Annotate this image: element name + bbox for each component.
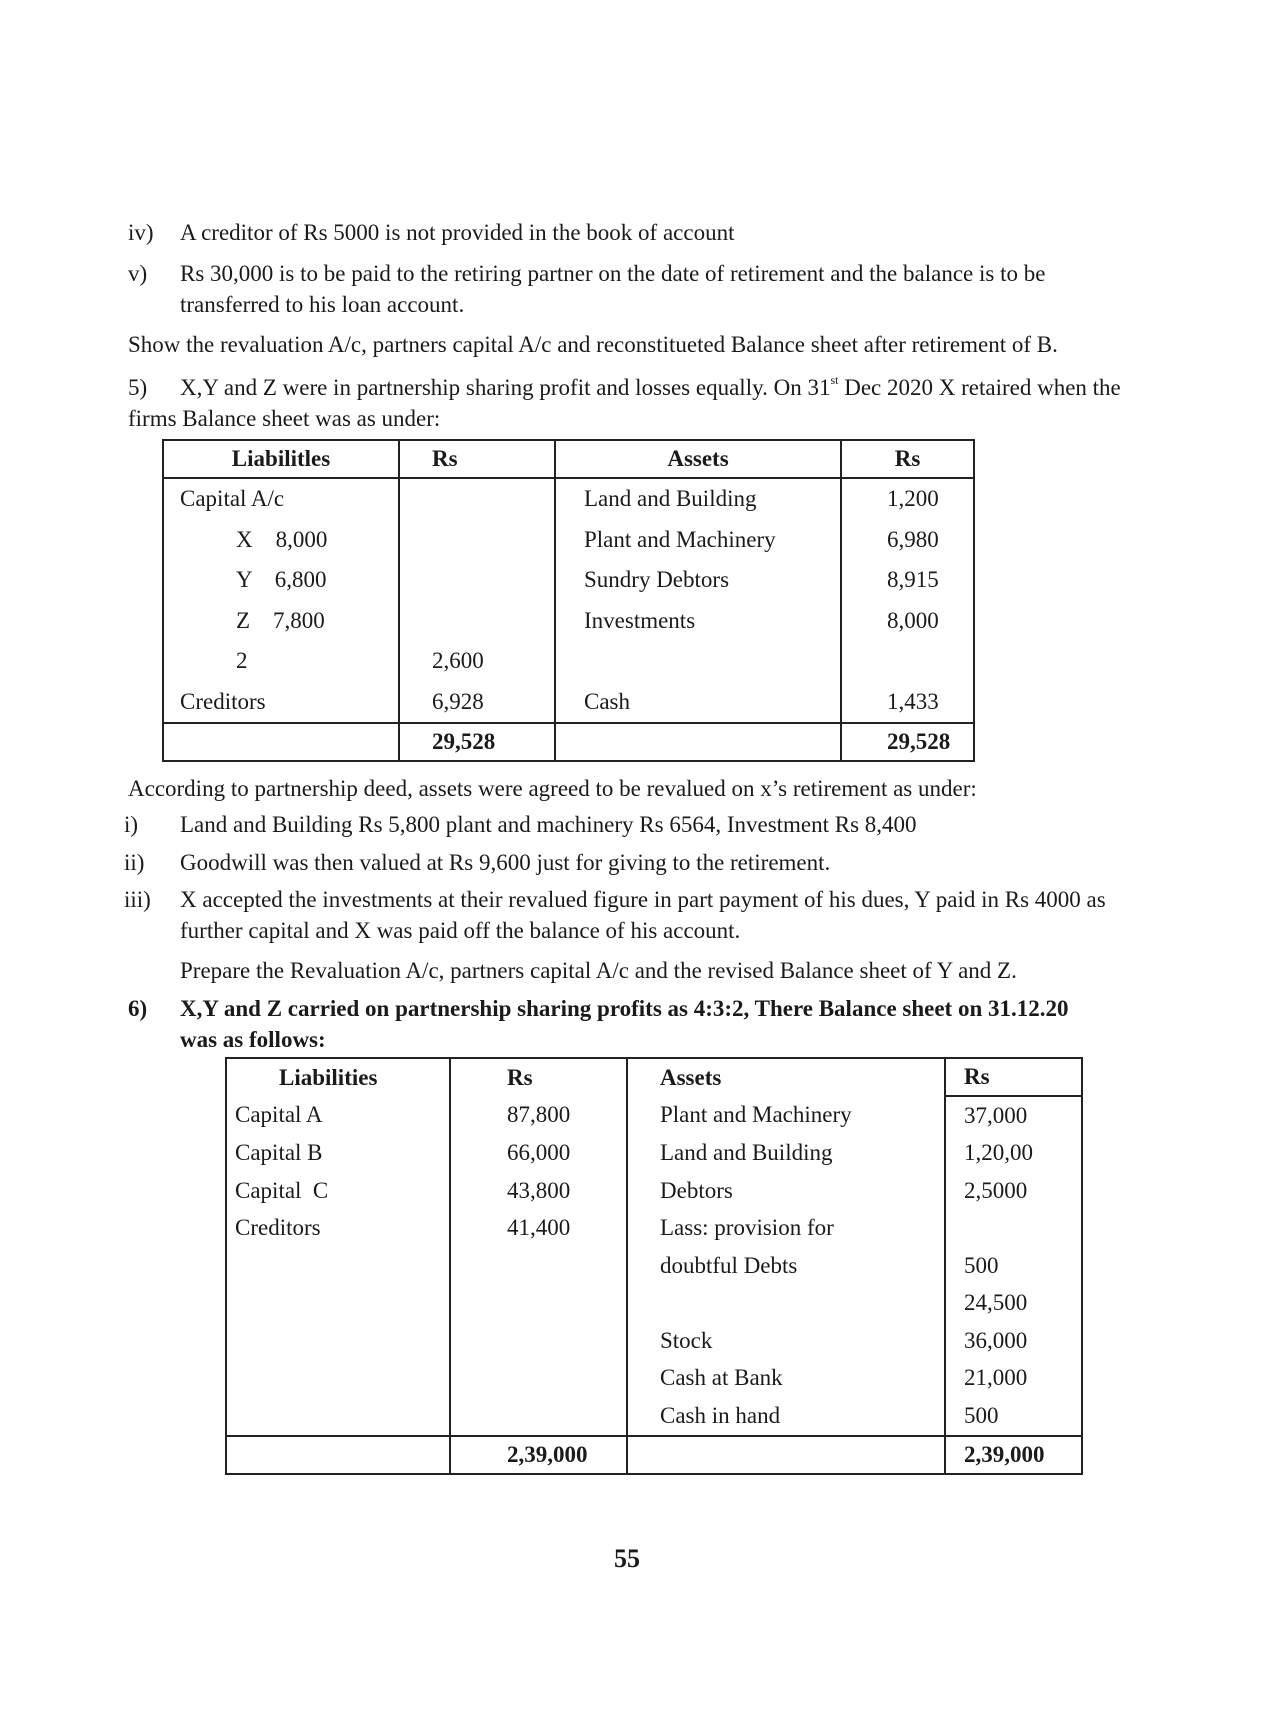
show-instruction: Show the revaluation A/c, partners capital A/c and reconstitueted Balance sheet after retirement of B. — [128, 332, 1058, 357]
table1-cell: Sundry Debtors — [555, 560, 841, 601]
table2-cell — [226, 1360, 450, 1398]
table1-cell: Investments — [555, 601, 841, 642]
balance-sheet-table-2 — [225, 1057, 1083, 1475]
item-ii-text: Goodwill was then valued at Rs 9,600 just for giving to the retirement. — [180, 850, 831, 875]
table1-cell: Plant and Machinery — [555, 520, 841, 561]
item-iii-number: iii) — [124, 887, 151, 912]
table2-cell: 1,20,00 — [964, 1140, 1033, 1166]
item-iii-text: X accepted the investments at their revalued figure in part payment of his dues, Y paid in Rs 4000 as — [180, 887, 1106, 912]
table-row — [226, 1322, 1082, 1360]
table2-cell — [627, 1285, 945, 1323]
table-row — [226, 1172, 1082, 1210]
table1-total-liabilities: 29,528 — [399, 723, 555, 761]
table2-cell: Debtors — [627, 1172, 945, 1210]
table2-total-row — [226, 1436, 1082, 1474]
table1-cell — [399, 601, 555, 642]
table2-cell — [226, 1322, 450, 1360]
table2-cell: 500 — [964, 1402, 999, 1428]
table2-cell — [945, 1210, 1082, 1248]
item-v-text-cont: transferred to his loan account. — [180, 292, 465, 317]
table2-cell: Lass: provision for — [627, 1210, 945, 1248]
item-v-text: Rs 30,000 is to be paid to the retiring partner on the date of retirement and the balance is to be — [180, 261, 1046, 286]
table2-cell — [450, 1247, 627, 1285]
table2-cell — [226, 1397, 450, 1436]
item-i-text: Land and Building Rs 5,800 plant and machinery Rs 6564, Investment Rs 8,400 — [180, 812, 917, 837]
table-row — [226, 1360, 1082, 1398]
table2-cell: doubtful Debts — [627, 1247, 945, 1285]
q5-number: 5) — [128, 375, 148, 400]
table-row — [163, 478, 974, 520]
table1-total-cell — [555, 723, 841, 761]
table2-cell: 41,400 — [450, 1210, 627, 1248]
table2-cell: 66,000 — [450, 1135, 627, 1173]
q6-number: 6) — [128, 996, 148, 1021]
table1-total-assets: 29,528 — [841, 723, 974, 761]
table-row — [163, 601, 974, 642]
table2-cell: 24,500 — [964, 1290, 1028, 1316]
item-i-number: i) — [124, 812, 139, 837]
balance-sheet-table-1 — [162, 439, 975, 762]
table2-cell: Capital B — [226, 1135, 450, 1173]
table2-cell: Land and Building — [627, 1135, 945, 1173]
table-row — [226, 1247, 1082, 1285]
table2-cell: Plant and Machinery — [627, 1096, 945, 1135]
table1-cell — [555, 641, 841, 682]
table1-cell: Z 7,800 — [163, 601, 399, 642]
table1-cell: 6,980 — [887, 526, 939, 552]
table2-total-cell — [226, 1436, 450, 1474]
table1-header-assets: Assets — [555, 440, 841, 478]
table-row — [163, 682, 974, 724]
table-row — [226, 1210, 1082, 1248]
prepare-line: Prepare the Revaluation A/c, partners capital A/c and the revised Balance sheet of Y and Z. — [180, 958, 1017, 983]
table1-cell: 6,928 — [399, 682, 555, 724]
item-iv-number: iv) — [128, 220, 154, 245]
table1-header-liabilities: Liabilitles — [163, 440, 399, 478]
table1-cell — [399, 560, 555, 601]
table2-header-rs-2: Rs — [945, 1058, 1082, 1096]
table2-cell: Stock — [627, 1322, 945, 1360]
table1-total-cell — [163, 723, 399, 761]
q6-line1: X,Y and Z carried on partnership sharing profits as 4:3:2, There Balance sheet on 31.12.20 — [180, 996, 1069, 1021]
table-row — [163, 560, 974, 601]
table2-total-assets: 2,39,000 — [945, 1436, 1082, 1474]
table-row — [163, 520, 974, 561]
table2-cell: Cash at Bank — [627, 1360, 945, 1398]
table1-cell: Cash — [555, 682, 841, 724]
table2-header-rs: Rs — [450, 1058, 627, 1096]
table2-cell — [226, 1247, 450, 1285]
page-number: 55 — [614, 1544, 640, 1573]
table1-cell — [399, 520, 555, 561]
table2-cell — [450, 1397, 627, 1436]
table-row — [226, 1397, 1082, 1436]
table-row — [226, 1285, 1082, 1323]
table1-cell: Creditors — [163, 682, 399, 724]
table2-cell — [450, 1322, 627, 1360]
table1-header-row — [163, 440, 974, 478]
table1-cell: Capital A/c — [163, 478, 399, 520]
table1-cell: 1,200 — [887, 486, 939, 512]
table2-cell: 2,5000 — [964, 1177, 1028, 1203]
table2-cell: 500 — [964, 1252, 999, 1278]
item-v-number: v) — [128, 261, 148, 286]
table2-cell: Creditors — [226, 1210, 450, 1248]
table2-header-assets: Assets — [627, 1058, 945, 1096]
table1-header-rs-2: Rs — [841, 440, 974, 478]
table2-cell: Cash in hand — [627, 1397, 945, 1436]
table1-cell — [841, 641, 974, 682]
table2-total-liabilities: 2,39,000 — [450, 1436, 627, 1474]
table2-header-row — [226, 1058, 1082, 1096]
item-iii-text-cont: further capital and X was paid off the balance of his account. — [180, 918, 741, 943]
table2-cell: Capital C — [226, 1172, 450, 1210]
table1-header-rs: Rs — [399, 440, 555, 478]
item-ii-number: ii) — [124, 850, 145, 875]
table1-cell: Y 6,800 — [163, 560, 399, 601]
table2-cell: 87,800 — [450, 1096, 627, 1135]
table1-cell: 8,915 — [887, 567, 939, 593]
table-row — [163, 641, 974, 682]
table2-cell — [450, 1285, 627, 1323]
table1-total-row — [163, 723, 974, 761]
table2-cell — [450, 1360, 627, 1398]
item-iv-text: A creditor of Rs 5000 is not provided in the book of account — [180, 220, 735, 245]
q5-line2: firms Balance sheet was as under: — [128, 406, 441, 431]
table1-cell: 1,433 — [887, 688, 939, 714]
table2-cell: 21,000 — [964, 1365, 1028, 1391]
table2-cell: 43,800 — [450, 1172, 627, 1210]
table1-cell — [399, 478, 555, 520]
according-line: According to partnership deed, assets were agreed to be revalued on x’s retirement as under: — [128, 776, 977, 801]
table1-cell: 2,600 — [399, 641, 555, 682]
table2-cell: 36,000 — [964, 1327, 1028, 1353]
table2-cell — [226, 1285, 450, 1323]
table1-cell: Land and Building — [555, 478, 841, 520]
table1-cell: 8,000 — [887, 607, 939, 633]
q6-line2: was as follows: — [180, 1027, 326, 1052]
table1-cell: 2 — [163, 641, 399, 682]
table2-cell: 37,000 — [964, 1102, 1028, 1128]
table2-cell: Capital A — [226, 1096, 450, 1135]
table-row — [226, 1135, 1082, 1173]
table2-total-cell — [627, 1436, 945, 1474]
table-row — [226, 1096, 1082, 1135]
table1-cell: X 8,000 — [163, 520, 399, 561]
table2-header-liabilities: Liabilities — [226, 1058, 450, 1096]
q5-line1: X,Y and Z were in partnership sharing profit and losses equally. On 31st Dec 2020 X retaired when the — [180, 373, 1121, 400]
